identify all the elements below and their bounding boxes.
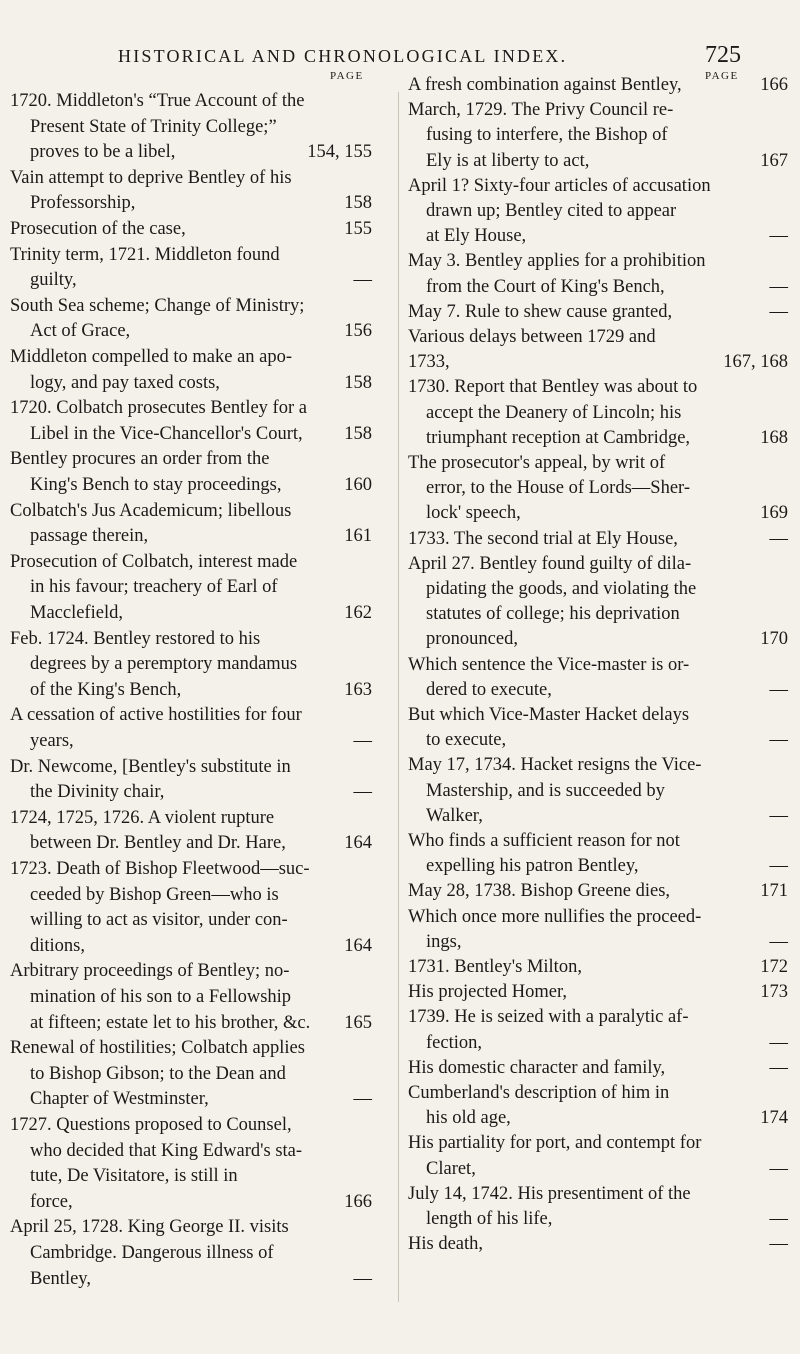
index-line: [408, 1004, 688, 1030]
index-line-text: May 3. Bentley applies for a prohibition: [408, 251, 706, 272]
index-line: [30, 779, 372, 805]
index-page-ref: 166: [760, 75, 788, 95]
index-page-ref: —: [353, 1268, 372, 1289]
index-line: [30, 600, 372, 626]
index-line: [30, 984, 291, 1010]
index-line: [10, 805, 274, 831]
index-line: [426, 1206, 788, 1232]
index-page-ref: 162: [344, 603, 372, 623]
index-line: [426, 803, 788, 829]
index-line-text: Prosecution of the case,: [10, 219, 186, 239]
index-line: [426, 1030, 788, 1056]
index-line: [408, 1080, 669, 1106]
index-page-ref: 158: [344, 372, 372, 393]
index-line-text: Dr. Newcome, [Bentley's substitute in: [10, 756, 291, 777]
index-line-text: His domestic character and family,: [408, 1057, 666, 1078]
index-page-ref: 166: [344, 1191, 372, 1212]
index-line-text: pidating the goods, and violating the: [426, 579, 697, 599]
index-page-ref: —: [769, 1032, 788, 1053]
index-page-ref: —: [769, 856, 788, 877]
index-page-ref: —: [353, 270, 372, 291]
index-line: [30, 882, 279, 908]
index-line-text: Libel in the Vice-Chancellor's Court,: [30, 423, 303, 444]
index-line: [10, 754, 291, 780]
index-page-ref: —: [769, 1234, 788, 1255]
index-line-text: Vain attempt to deprive Bentley of his: [10, 167, 292, 188]
index-line: [408, 904, 701, 930]
index-line: [426, 148, 788, 174]
index-line-text: Cambridge. Dangerous illness of: [30, 1243, 274, 1263]
index-line-text: Bentley,: [30, 1268, 91, 1289]
right-page-label: PAGE: [705, 70, 739, 82]
index-line-text: South Sea scheme; Change of Ministry;: [10, 295, 305, 316]
index-line-text: 1720. Middleton's “True Account of the: [10, 91, 305, 111]
index-line-text: dered to execute,: [426, 679, 552, 700]
column-divider: [398, 92, 399, 1302]
index-line: [426, 601, 680, 627]
index-page-ref: 158: [344, 193, 372, 214]
index-line-text: But which Vice-Master Hacket delays: [408, 705, 690, 725]
index-page-ref: —: [769, 528, 788, 549]
index-line: [30, 1086, 372, 1112]
index-line-text: tute, De Visitatore, is still in: [30, 1166, 238, 1187]
index-line-text: 1724, 1725, 1726. A violent rupture: [10, 807, 275, 828]
index-line: [408, 374, 697, 400]
index-line-text: degrees by a peremptory mandamus: [30, 654, 298, 675]
index-line-text: ditions,: [30, 935, 85, 956]
index-page-ref: 155: [344, 219, 372, 239]
index-line: [408, 1055, 788, 1081]
index-page-ref: —: [769, 1209, 788, 1229]
index-line-text: expelling his patron Bentley,: [426, 856, 639, 877]
index-line-text: who decided that King Edward's sta-: [30, 1140, 303, 1161]
index-line-text: Walker,: [426, 805, 483, 826]
index-line: [10, 1214, 289, 1240]
index-page-ref: 156: [344, 321, 372, 342]
index-line: [30, 574, 278, 600]
index-line-text: 1733. The second trial at Ely House,: [408, 528, 678, 549]
index-line-text: fection,: [426, 1032, 482, 1053]
index-page-ref: 164: [344, 935, 372, 956]
index-line-text: 1720. Colbatch prosecutes Bentley for a: [10, 398, 307, 419]
index-page-ref: —: [353, 782, 372, 803]
index-page-ref: —: [353, 1089, 372, 1110]
index-line-text: the Divinity chair,: [30, 782, 165, 803]
index-line-text: 1727. Questions proposed to Counsel,: [10, 1115, 292, 1135]
index-line-text: drawn up; Bentley cited to appear: [426, 201, 677, 221]
index-line: [408, 299, 788, 325]
index-line-text: A cessation of active hostilities for four: [10, 705, 302, 726]
index-line: [426, 853, 788, 879]
index-line: [10, 1035, 305, 1061]
index-line-text: ceeded by Bishop Green—who is: [30, 884, 279, 905]
index-line-text: May 28, 1738. Bishop Greene dies,: [408, 881, 671, 902]
index-page-ref: —: [769, 1057, 788, 1078]
index-page-ref: 169: [760, 503, 788, 524]
index-line-text: Ely is at liberty to act,: [426, 150, 590, 171]
left-page-label: PAGE: [330, 70, 364, 82]
index-line-text: 1723. Death of Bishop Fleetwood—suc-: [10, 859, 310, 879]
index-line: [408, 954, 788, 980]
index-line: [408, 349, 788, 375]
index-page-ref: 170: [760, 629, 788, 650]
index-line: [30, 1061, 286, 1087]
index-line: [408, 979, 788, 1005]
index-line: [30, 190, 372, 216]
index-line: [426, 1156, 788, 1182]
index-line-text: Professorship,: [30, 193, 136, 214]
index-line: [30, 1163, 238, 1189]
index-line: [408, 97, 673, 123]
index-line-text: Chapter of Westminster,: [30, 1089, 209, 1110]
index-line-text: Bentley procures an order from the: [10, 449, 270, 470]
index-page-ref: 174: [760, 1108, 788, 1129]
index-line: [10, 626, 260, 652]
index-line: [408, 1130, 701, 1156]
index-line-text: Feb. 1724. Bentley restored to his: [10, 628, 261, 649]
index-line-text: Who finds a sufficient reason for not: [408, 831, 680, 851]
index-line: [426, 425, 788, 451]
index-line-text: mination of his son to a Fellowship: [30, 987, 292, 1007]
index-line: [426, 122, 667, 148]
index-line: [426, 929, 788, 955]
index-line: [30, 1266, 372, 1292]
index-line: [408, 652, 689, 678]
index-page-ref: 167, 168: [723, 352, 788, 373]
index-page-ref: 163: [344, 679, 372, 700]
index-line-text: error, to the House of Lords—Sher-: [426, 478, 690, 499]
index-line-text: accept the Deanery of Lincoln; his: [426, 402, 682, 423]
index-line: [408, 702, 689, 728]
index-page-ref: 164: [344, 833, 372, 854]
index-line: [30, 114, 277, 140]
index-line-text: logy, and pay taxed costs,: [30, 372, 220, 393]
index-line: [10, 395, 307, 421]
index-line-text: statutes of college; his deprivation: [426, 604, 680, 625]
index-line: [30, 677, 372, 703]
index-line: [10, 88, 305, 114]
index-line: [30, 1010, 372, 1036]
index-line: [408, 1231, 788, 1257]
index-line: [426, 475, 690, 501]
index-page-ref: —: [769, 301, 788, 322]
index-line-text: 1739. He is seized with a paralytic af-: [408, 1007, 689, 1028]
index-line: [426, 500, 788, 526]
index-line-text: pronounced,: [426, 629, 518, 650]
index-line: [426, 223, 788, 249]
index-line-text: 1730. Report that Bentley was about to: [408, 377, 698, 398]
index-page-ref: 167: [760, 150, 788, 171]
index-line-text: passage therein,: [30, 526, 149, 547]
index-line-text: Prosecution of Colbatch, interest made: [10, 551, 298, 572]
index-page-ref: 158: [344, 423, 372, 444]
index-page-ref: 154, 155: [307, 142, 372, 163]
index-line: [10, 165, 292, 191]
index-line: [10, 498, 291, 524]
index-line: [30, 523, 372, 549]
index-line: [10, 446, 269, 472]
index-line-text: Arbitrary proceedings of Bentley; no-: [10, 961, 290, 982]
index-line: [30, 267, 372, 293]
index-line: [30, 370, 372, 396]
index-line-text: King's Bench to stay proceedings,: [30, 475, 282, 495]
index-line-text: Middleton compelled to make an apo-: [10, 347, 293, 367]
index-line-text: May 7. Rule to shew cause granted,: [408, 301, 673, 322]
index-line: [10, 549, 297, 575]
index-line-text: May 17, 1734. Hacket resigns the Vice-: [408, 755, 702, 776]
index-line-text: his old age,: [426, 1108, 511, 1129]
index-page-ref: 172: [760, 957, 788, 977]
index-line-text: 1733,: [408, 352, 450, 373]
index-line: [426, 778, 665, 804]
index-page-ref: 161: [344, 526, 372, 547]
index-line: [408, 526, 788, 552]
index-line: [408, 173, 711, 199]
index-line: [10, 242, 280, 268]
index-line-text: lock' speech,: [426, 503, 521, 524]
index-line-text: Present State of Trinity College;”: [30, 116, 277, 137]
index-line-text: fusing to interfere, the Bishop of: [426, 125, 668, 146]
index-line-text: ings,: [426, 931, 462, 952]
index-line-text: guilty,: [30, 270, 77, 291]
index-line-text: His projected Homer,: [408, 982, 568, 1003]
index-page-ref: —: [769, 730, 788, 751]
index-line-text: April 25, 1728. King George II. visits: [10, 1217, 289, 1238]
index-line: [30, 1189, 372, 1215]
index-line: [426, 677, 788, 703]
index-line-text: April 1? Sixty-four articles of accusation: [408, 175, 711, 196]
index-page-ref: —: [769, 276, 788, 297]
index-line-text: Renewal of hostilities; Colbatch applies: [10, 1038, 305, 1059]
index-line: [30, 472, 372, 498]
index-line: [10, 856, 310, 882]
index-line: [408, 324, 656, 350]
index-line: [408, 551, 691, 577]
index-line: [408, 248, 705, 274]
index-page-ref: 165: [344, 1012, 372, 1033]
index-line: [30, 1240, 274, 1266]
index-line-text: at Ely House,: [426, 226, 527, 247]
index-line: [426, 727, 788, 753]
index-line: [426, 626, 788, 652]
index-line: [426, 400, 681, 426]
index-line-text: July 14, 1742. His presentiment of the: [408, 1183, 691, 1204]
index-line-text: Claret,: [426, 1158, 476, 1179]
index-line: [408, 72, 788, 98]
index-line-text: triumphant reception at Cambridge,: [426, 427, 691, 448]
index-line-text: to Bishop Gibson; to the Dean and: [30, 1063, 286, 1084]
index-line: [408, 450, 665, 476]
index-line-text: March, 1729. The Privy Council re-: [408, 100, 674, 121]
index-line: [408, 828, 680, 854]
index-line: [10, 1112, 292, 1138]
index-line: [408, 752, 701, 778]
index-page-ref: 160: [344, 475, 372, 495]
index-line-text: Which once more nullifies the proceed-: [408, 906, 702, 927]
index-line-text: April 27. Bentley found guilty of dila-: [408, 553, 692, 574]
index-page-ref: —: [769, 226, 788, 247]
index-page-ref: 171: [760, 881, 788, 902]
index-page-ref: —: [353, 731, 372, 751]
index-line-text: Act of Grace,: [30, 321, 131, 342]
index-line-text: in his favour; treachery of Earl of: [30, 577, 278, 598]
index-line: [30, 728, 372, 754]
index-line: [30, 907, 288, 933]
index-line-text: force,: [30, 1191, 73, 1212]
index-line: [426, 1105, 788, 1131]
index-line: [30, 830, 372, 856]
index-line-text: Colbatch's Jus Academicum; libellous: [10, 500, 292, 521]
index-line: [10, 344, 292, 370]
header-page-number: 725: [705, 42, 741, 68]
index-line-text: Various delays between 1729 and: [408, 327, 656, 347]
index-line-text: between Dr. Bentley and Dr. Hare,: [30, 833, 286, 854]
index-line-text: of the King's Bench,: [30, 679, 182, 700]
index-line: [426, 576, 696, 602]
index-page-ref: —: [769, 1158, 788, 1179]
index-line: [408, 878, 788, 904]
index-line-text: Which sentence the Vice-master is or-: [408, 654, 690, 675]
index-line-text: years,: [30, 731, 74, 751]
index-line-text: A fresh combination against Bentley,: [408, 75, 682, 95]
index-line-text: Cumberland's description of him in: [408, 1083, 670, 1103]
index-line-text: The prosecutor's appeal, by writ of: [408, 453, 666, 473]
index-line-text: from the Court of King's Bench,: [426, 276, 665, 297]
index-line-text: length of his life,: [426, 1209, 553, 1229]
index-page-ref: —: [769, 805, 788, 826]
index-page-ref: 173: [760, 982, 788, 1003]
index-line-text: His death,: [408, 1234, 484, 1255]
index-line-text: willing to act as visitor, under con-: [30, 910, 288, 931]
index-line-text: Mastership, and is succeeded by: [426, 780, 665, 801]
index-line: [426, 198, 676, 224]
index-line: [10, 216, 372, 242]
header-title: HISTORICAL AND CHRONOLOGICAL INDEX.: [118, 46, 568, 66]
index-line: [30, 651, 297, 677]
index-line-text: 1731. Bentley's Milton,: [408, 957, 582, 977]
index-line: [408, 1181, 691, 1207]
index-line-text: Macclefield,: [30, 603, 123, 623]
index-line: [30, 139, 372, 165]
index-line-text: Trinity term, 1721. Middleton found: [10, 244, 280, 265]
index-line: [30, 933, 372, 959]
index-page-ref: —: [769, 931, 788, 952]
index-page-ref: 168: [760, 427, 788, 448]
index-line: [30, 1138, 302, 1164]
index-line-text: His partiality for port, and contempt for: [408, 1133, 702, 1154]
index-line-text: to execute,: [426, 730, 507, 751]
index-line: [30, 318, 372, 344]
index-line-text: at fifteen; estate let to his brother, &c.: [30, 1012, 311, 1033]
index-line-text: proves to be a libel,: [30, 142, 176, 163]
index-line: [10, 702, 302, 728]
index-line: [30, 421, 372, 447]
index-line: [426, 274, 788, 300]
index-line: [10, 958, 289, 984]
index-line: [10, 293, 304, 319]
index-page-ref: —: [769, 679, 788, 700]
